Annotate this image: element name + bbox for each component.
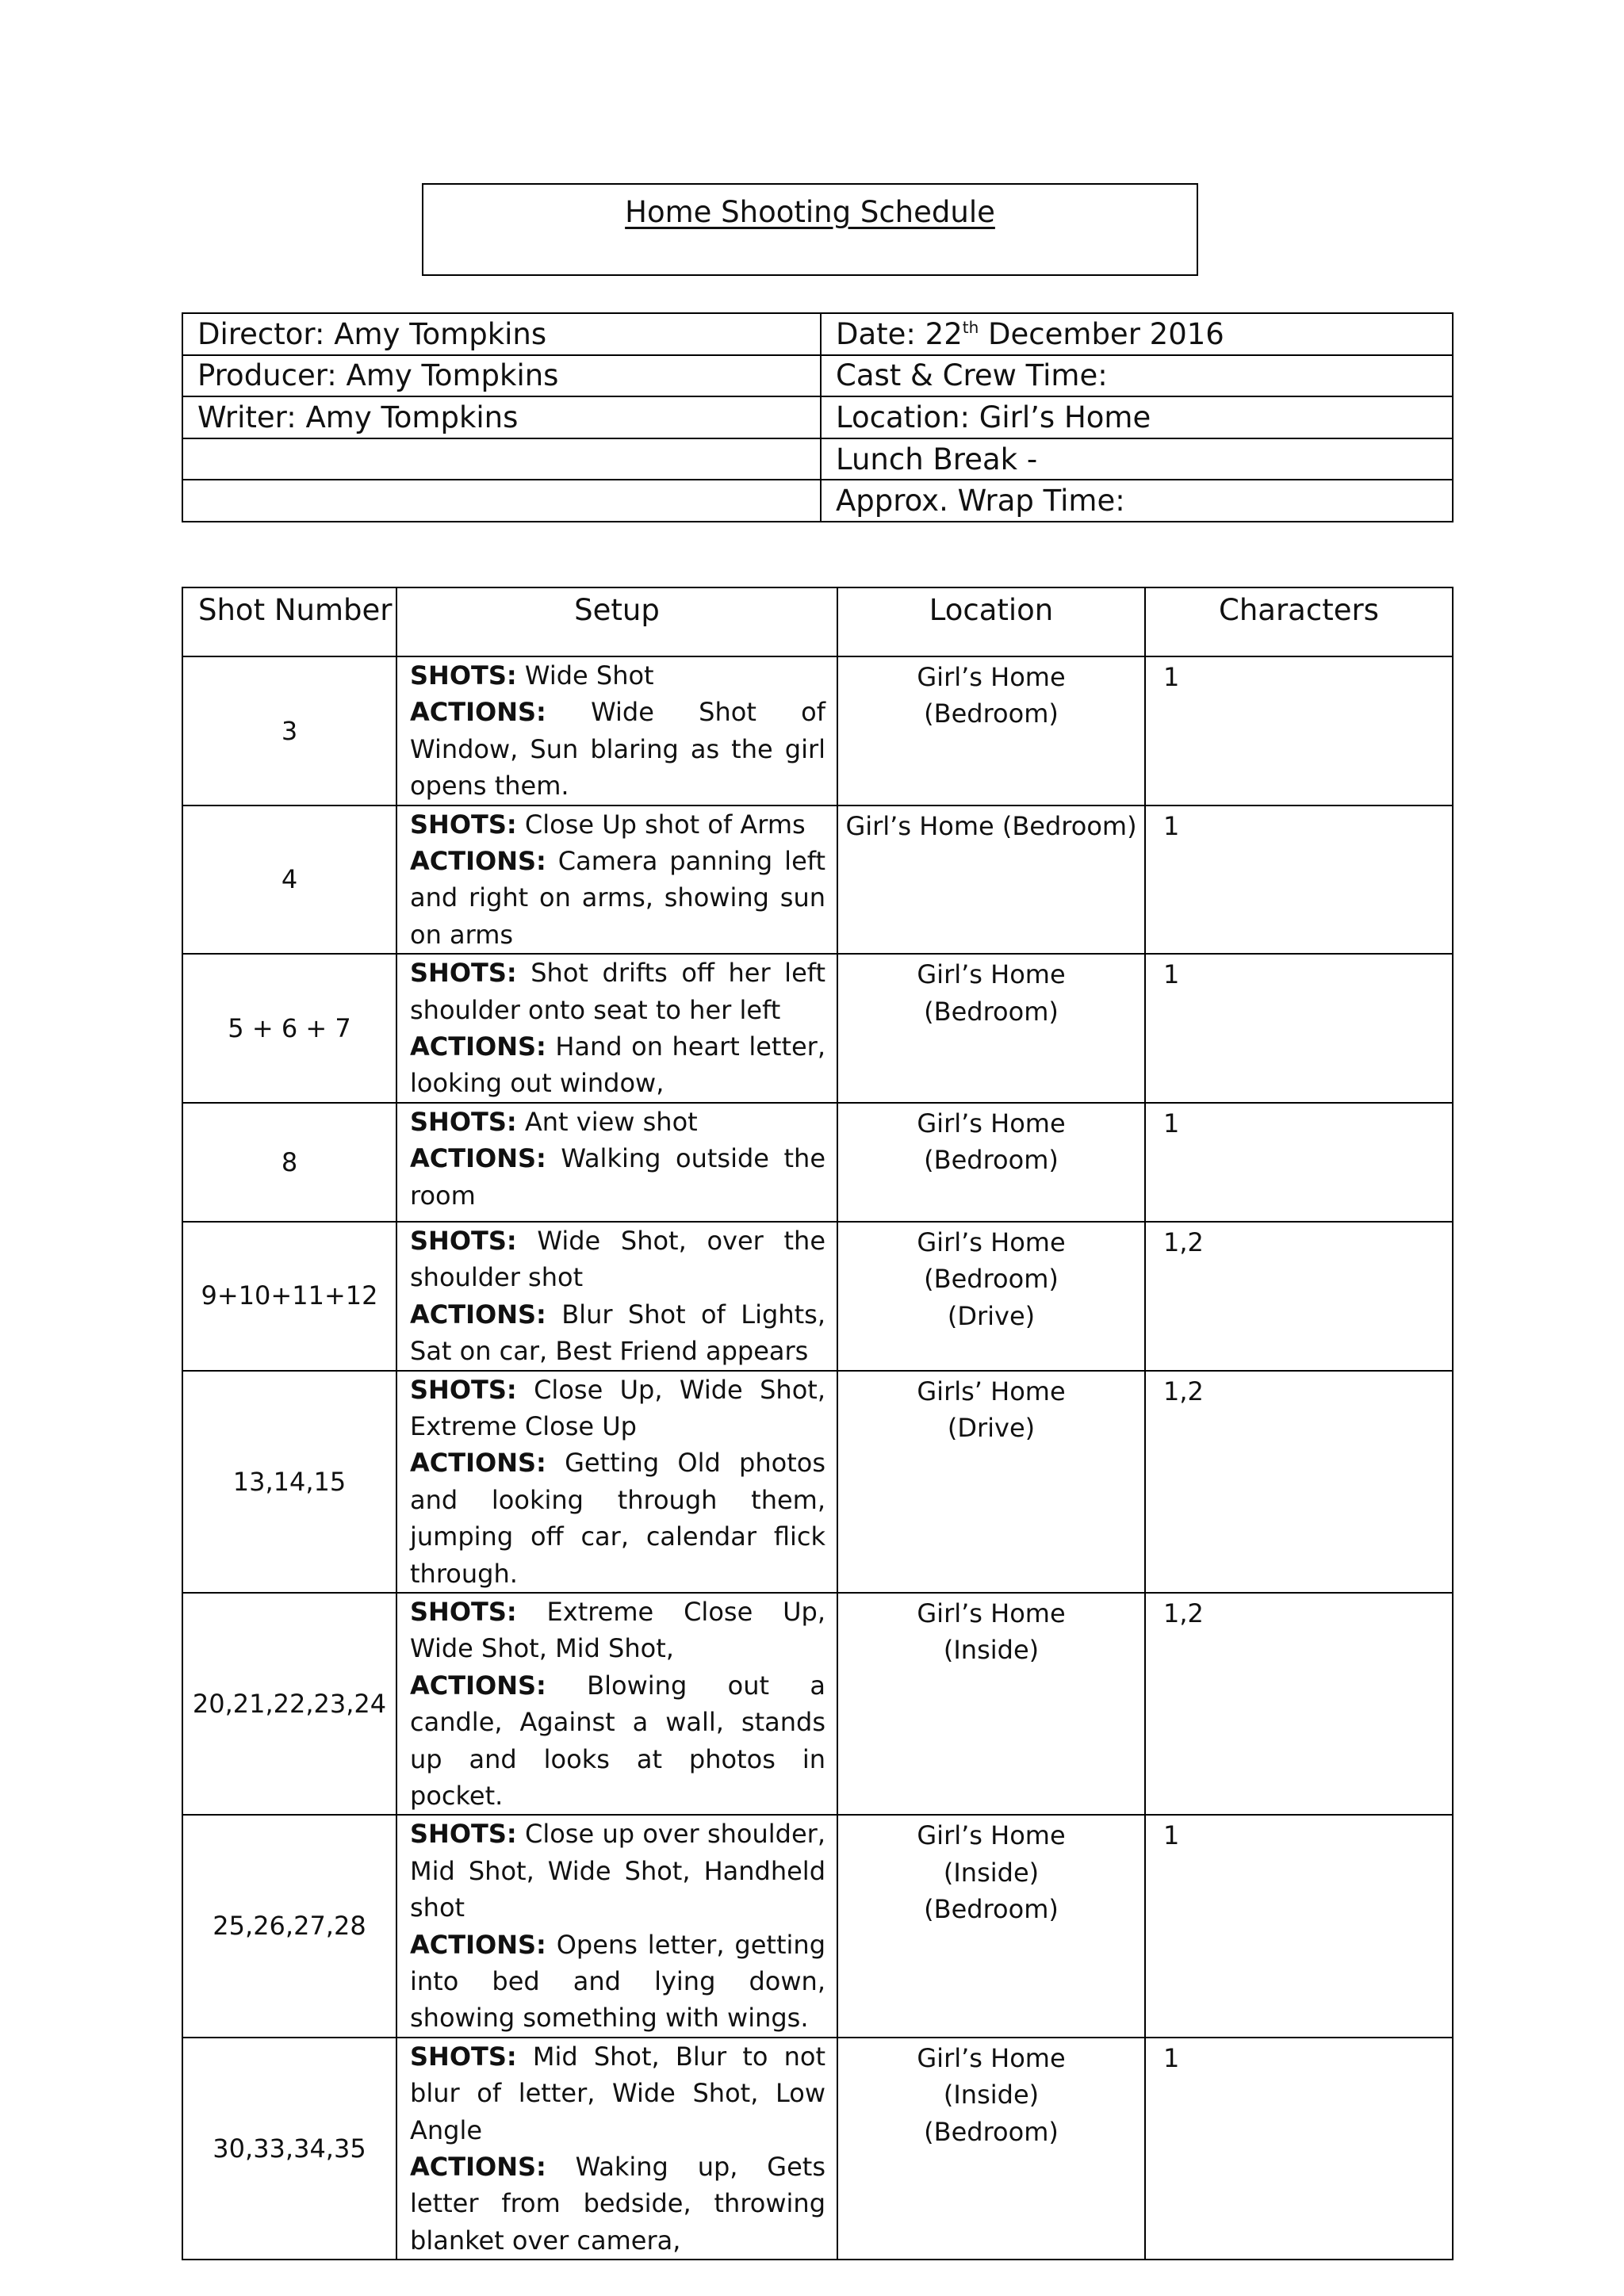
location-cell	[837, 806, 1145, 955]
location-cell	[837, 1103, 1145, 1222]
actions-label: ACTIONS:	[410, 1448, 546, 1479]
shot-number-cell: 9+10+11+12	[182, 1222, 396, 1371]
title-box	[422, 183, 1198, 276]
shots-text: Mid Shot, Blur to not blur of letter, Wide Shot, Low Angle	[410, 2041, 825, 2145]
actions-label: ACTIONS:	[410, 1299, 546, 1330]
shots-text: Close Up shot of Arms	[516, 809, 806, 840]
shot-number-cell: 3	[182, 656, 396, 806]
header-characters: Characters	[1145, 587, 1453, 656]
setup-cell	[396, 954, 837, 1103]
characters-cell: 1	[1145, 656, 1453, 806]
lunch-break-cell: Lunch Break -	[821, 438, 1453, 480]
producer-cell: Producer: Amy Tompkins	[182, 355, 821, 397]
location-line: (Drive)	[947, 1300, 1036, 1331]
characters-cell: 1,2	[1145, 1593, 1453, 1815]
actions-text: Blur Shot of Lights, Sat on car, Best Friend appears	[410, 1299, 825, 1367]
table-row	[182, 1815, 1453, 2037]
location-line: (Bedroom)	[924, 1264, 1059, 1295]
shot-rows	[182, 656, 1453, 2260]
document-title: Home Shooting Schedule	[625, 195, 995, 229]
shots-label: SHOTS:	[410, 809, 517, 840]
actions-text: Getting Old photos and looking through them, jumping off car, calendar flick through.	[410, 1448, 825, 1589]
characters-cell: 1	[1145, 954, 1453, 1103]
actions-label: ACTIONS:	[410, 1929, 546, 1960]
characters-cell: 1	[1145, 1103, 1453, 1222]
location-line: (Bedroom)	[924, 996, 1059, 1027]
location-cell	[837, 2038, 1145, 2260]
setup-cell	[396, 1103, 837, 1222]
setup-cell	[396, 806, 837, 955]
wrap-time-cell: Approx. Wrap Time:	[821, 480, 1453, 522]
table-row	[182, 806, 1453, 955]
actions-text: Waking up, Gets letter from bedside, throwing blanket over camera,	[410, 2152, 825, 2256]
director-cell: Director: Amy Tompkins	[182, 313, 821, 355]
shot-number-cell: 20,21,22,23,24	[182, 1593, 396, 1815]
shot-number-cell: 8	[182, 1103, 396, 1222]
table-header-row	[182, 587, 1453, 656]
shots-text: Extreme Close Up, Wide Shot, Mid Shot,	[410, 1596, 825, 1664]
characters-cell: 1	[1145, 806, 1453, 955]
location-line: (Bedroom)	[924, 2116, 1059, 2147]
empty-cell	[182, 480, 821, 522]
shot-number-cell: 30,33,34,35	[182, 2038, 396, 2260]
location-line: Girl’s Home	[917, 959, 1066, 990]
table-row	[182, 1222, 1453, 1371]
location-line: Girl’s Home	[917, 1108, 1066, 1138]
info-row	[182, 480, 1453, 522]
table-row	[182, 1593, 1453, 1815]
location-line: (Drive)	[947, 1412, 1036, 1443]
setup-cell	[396, 1371, 837, 1593]
setup-cell	[396, 1593, 837, 1815]
table-row	[182, 656, 1453, 806]
table-row	[182, 2038, 1453, 2260]
writer-cell: Writer: Amy Tompkins	[182, 396, 821, 438]
shots-text: Wide Shot, over the shoulder shot	[410, 1225, 825, 1293]
location-line: (Inside)	[943, 1857, 1040, 1888]
shot-number-cell: 5 + 6 + 7	[182, 954, 396, 1103]
actions-label: ACTIONS:	[410, 1031, 546, 1062]
shot-schedule-table	[182, 587, 1454, 2260]
shots-label: SHOTS:	[410, 2041, 517, 2072]
shots-label: SHOTS:	[410, 1374, 517, 1405]
location-line: Girl’s Home	[917, 1598, 1066, 1628]
setup-cell	[396, 656, 837, 806]
characters-cell: 1	[1145, 2038, 1453, 2260]
location-line: (Bedroom)	[924, 1145, 1059, 1176]
shot-number-cell: 13,14,15	[182, 1371, 396, 1593]
location-line: Girl’s Home	[917, 2042, 1066, 2073]
setup-cell	[396, 2038, 837, 2260]
shots-label: SHOTS:	[410, 660, 517, 691]
location-cell	[837, 1593, 1145, 1815]
location-line: Girl’s Home (Bedroom)	[845, 810, 1137, 841]
characters-cell: 1,2	[1145, 1222, 1453, 1371]
actions-label: ACTIONS:	[410, 1670, 546, 1701]
location-line: (Inside)	[943, 2080, 1040, 2110]
setup-cell	[396, 1222, 837, 1371]
table-row	[182, 1103, 1453, 1222]
location-line: (Bedroom)	[924, 698, 1059, 729]
header-setup: Setup	[396, 587, 837, 656]
location-cell	[837, 954, 1145, 1103]
shot-number-cell: 25,26,27,28	[182, 1815, 396, 2037]
shots-label: SHOTS:	[410, 1819, 517, 1850]
location-line: (Bedroom)	[924, 1894, 1059, 1925]
actions-label: ACTIONS:	[410, 2152, 546, 2183]
date-prefix: Date: 22	[836, 316, 963, 351]
location-line: (Inside)	[943, 1635, 1040, 1666]
table-row	[182, 954, 1453, 1103]
location-line: Girl’s Home	[917, 662, 1066, 692]
actions-label: ACTIONS:	[410, 846, 546, 877]
cast-crew-time-cell: Cast & Crew Time:	[821, 355, 1453, 397]
shots-text: Close up over shoulder, Mid Shot, Wide Shot, Handheld shot	[410, 1819, 825, 1923]
location-cell	[837, 1371, 1145, 1593]
actions-text: Blowing out a candle, Against a wall, stands up and looks at photos in pocket.	[410, 1670, 825, 1811]
shots-label: SHOTS:	[410, 958, 517, 989]
info-row	[182, 396, 1453, 438]
location-line: Girls’ Home	[917, 1376, 1066, 1406]
shots-label: SHOTS:	[410, 1225, 517, 1256]
info-row	[182, 355, 1453, 397]
setup-cell	[396, 1815, 837, 2037]
info-row	[182, 438, 1453, 480]
empty-cell	[182, 438, 821, 480]
date-cell	[821, 313, 1453, 355]
shots-text: Wide Shot	[516, 660, 654, 691]
characters-cell: 1	[1145, 1815, 1453, 2037]
date-suffix: December 2016	[979, 316, 1224, 351]
header-shot-number: Shot Number	[182, 587, 396, 656]
characters-cell: 1,2	[1145, 1371, 1453, 1593]
actions-text: Camera panning left and right on arms, showing sun on arms	[410, 846, 825, 950]
info-row	[182, 313, 1453, 355]
actions-label: ACTIONS:	[410, 697, 546, 728]
location-cell	[837, 1222, 1145, 1371]
shots-text: Close Up, Wide Shot, Extreme Close Up	[410, 1374, 825, 1441]
shots-text: Shot drifts off her left shoulder onto seat to her left	[410, 958, 825, 1025]
actions-text: Wide Shot of Window, Sun blaring as the girl opens them.	[410, 697, 825, 802]
actions-text: Opens letter, getting into bed and lying down, showing something with wings.	[410, 1929, 825, 2034]
shot-number-cell: 4	[182, 806, 396, 955]
location-cell: Location: Girl’s Home	[821, 396, 1453, 438]
shots-label: SHOTS:	[410, 1596, 517, 1627]
location-cell	[837, 656, 1145, 806]
shots-text: Ant view shot	[516, 1106, 698, 1137]
location-line: Girl’s Home	[917, 1820, 1066, 1851]
actions-label: ACTIONS:	[410, 1143, 546, 1174]
location-cell	[837, 1815, 1145, 2037]
production-info-table	[182, 312, 1454, 522]
table-row	[182, 1371, 1453, 1593]
header-location: Location	[837, 587, 1145, 656]
actions-text: Hand on heart letter, looking out window,	[410, 1031, 825, 1099]
actions-text: Walking outside the room	[410, 1143, 825, 1211]
date-superscript: th	[962, 317, 979, 337]
location-line: Girl’s Home	[917, 1226, 1066, 1257]
shots-label: SHOTS:	[410, 1106, 517, 1137]
